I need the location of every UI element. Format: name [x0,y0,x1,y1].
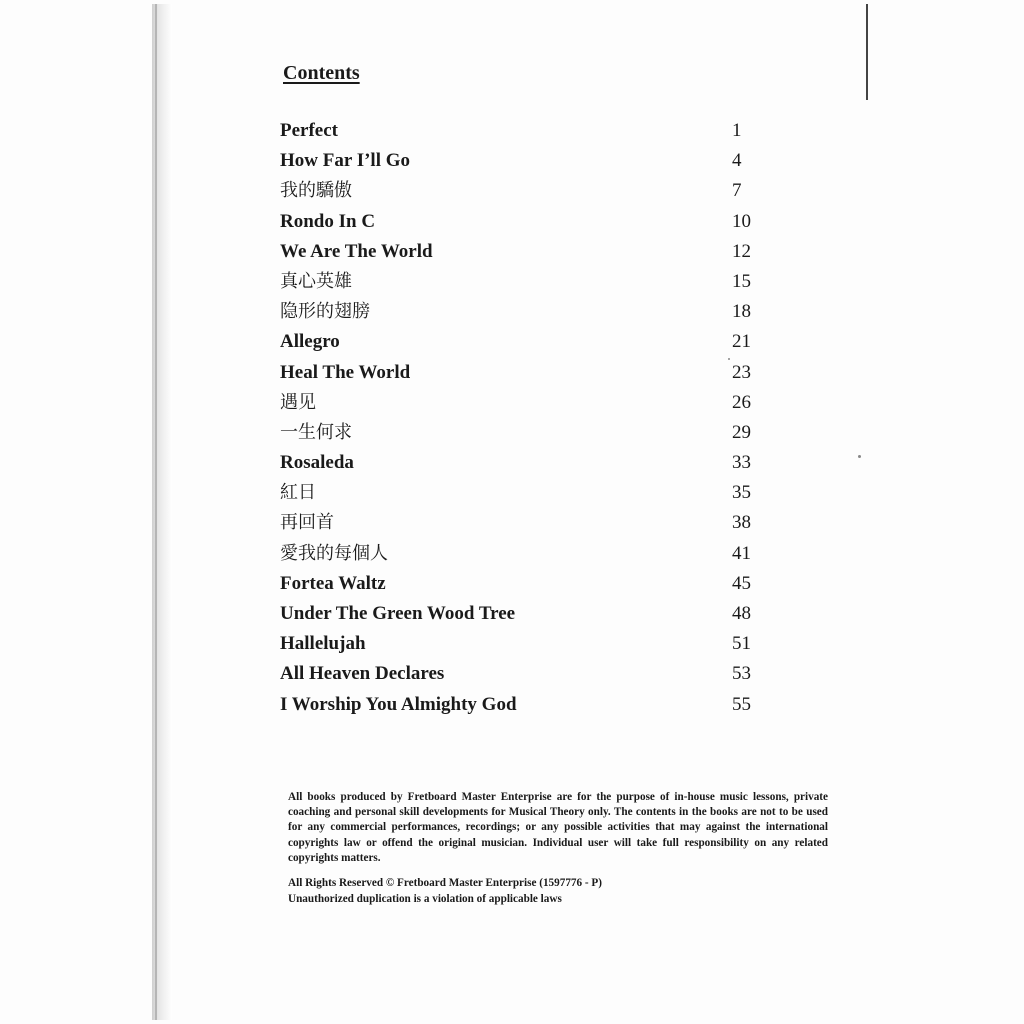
binding-line [155,4,157,1020]
toc-entry-page-number: 15 [732,270,751,292]
toc-entry [280,690,760,720]
toc-entry-title: 紅日 [280,482,316,504]
toc-entry-page-number: 53 [732,663,751,685]
toc-entry-title: 愛我的每個人 [280,542,388,564]
toc-entry-page-number: 12 [732,240,751,262]
toc-entry [280,659,760,689]
toc-entry-title: Allegro [280,331,340,353]
rights-reserved-line: All Rights Reserved © Fretboard Master Enterprise (1597776 - P) [288,877,602,889]
toc-entry [280,358,760,388]
toc-entry-title: How Far I’ll Go [280,150,411,172]
toc-entry-title: Rondo In C [280,210,376,232]
toc-entry [280,176,760,206]
toc-entry [280,327,760,357]
toc-entry-title: We Are The World [280,240,433,262]
toc-entry-page-number: 33 [732,452,751,474]
toc-entry-title: 再回首 [280,512,334,534]
toc-entry-page-number: 18 [732,301,751,323]
toc-entry-title: I Worship You Almighty God [280,693,517,715]
toc-entry-page-number: 1 [732,120,742,141]
toc-entry [280,267,760,297]
toc-entry-page-number: 48 [732,603,751,624]
toc-entry-page-number: 7 [732,180,742,202]
duplication-warning-line: Unauthorized duplication is a violation of applicable laws [288,892,562,905]
toc-entry-page-number: 38 [732,512,751,534]
rights-block [288,876,828,907]
toc-entry-page-number: 26 [732,391,751,413]
toc-entry-page-number: 55 [732,693,751,715]
toc-entry [280,508,760,538]
toc-entry-page-number: 45 [732,572,751,594]
toc-entry-page-number: 23 [732,361,751,383]
toc-entry-title: Under The Green Wood Tree [280,603,516,624]
toc-entry-title: Perfect [280,120,338,141]
table-of-contents [280,116,760,720]
toc-entry [280,478,760,508]
toc-entry [280,146,760,176]
toc-entry-page-number: 35 [732,482,751,504]
toc-entry [280,388,760,418]
toc-entry-title: Fortea Waltz [280,572,386,594]
toc-entry [280,297,760,327]
toc-entry-page-number: 41 [732,542,751,564]
toc-entry-title: 真心英雄 [280,270,352,292]
toc-entry-title: 隐形的翅膀 [280,301,370,323]
toc-entry [280,207,760,237]
toc-entry-title: 一生何求 [280,421,352,443]
toc-entry-title: Rosaleda [280,452,354,474]
toc-entry [280,539,760,569]
toc-entry [280,629,760,659]
toc-entry-title: 我的驕傲 [280,180,352,202]
toc-entry [280,569,760,599]
toc-entry-page-number: 10 [732,210,751,232]
toc-entry-title: Hallelujah [280,633,366,655]
toc-entry [280,418,760,448]
page-title: Contents [283,62,360,84]
page-edge-mark [866,4,868,100]
toc-entry-page-number: 51 [732,633,751,655]
copyright-disclaimer: All books produced by Fretboard Master Enterprise are for the purpose of in-house music lessons, private coaching and personal skill developments for Musical Theory only. The contents in the books are not to be used for any commercial performances, recordings; or any possible activities that may against the international copyrights law or offend the original musician. Individual user will take full responsibility on any related copyrights matters. [288,791,828,864]
toc-entry-title: Heal The World [280,361,411,383]
toc-entry-page-number: 4 [732,150,742,172]
scan-speck [858,455,861,458]
toc-entry [280,448,760,478]
toc-entry [280,599,760,629]
toc-entry [280,237,760,267]
toc-entry-page-number: 21 [732,331,751,353]
toc-entry-title: All Heaven Declares [280,663,445,685]
toc-entry-page-number: 29 [732,421,751,443]
toc-entry-title: 遇见 [280,391,316,413]
toc-entry [280,116,760,146]
